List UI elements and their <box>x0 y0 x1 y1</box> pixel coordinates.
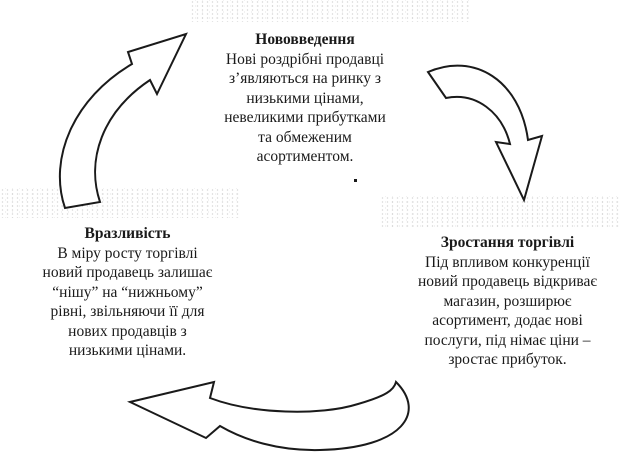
node-innovation-title: Нововведення <box>255 31 355 48</box>
node-trade-growth-title: Зростання торгівлі <box>440 234 575 251</box>
arrow-innovation-to-growth-icon <box>428 66 542 200</box>
arrow-growth-to-vulnerability-icon <box>130 382 409 450</box>
arrow-vulnerability-to-innovation-icon <box>60 34 186 208</box>
node-vulnerability-title: Вразливість <box>84 225 171 242</box>
node-innovation <box>205 30 405 167</box>
node-vulnerability <box>35 224 220 361</box>
node-innovation-text: Нові роздрібні продавці з’являються на ринку з низькими цінами, невеликими прибутками та обмеженим асортиментом. <box>224 50 386 165</box>
node-vulnerability-text: В міру росту торгівлі новий продавець залишає “нішу” на “нижньому” рівні, звільняючи її для нових продавців з низькими цінами. <box>42 244 213 359</box>
scan-dot <box>354 179 357 182</box>
node-trade-growth-text: Під впливом конкуренції новий продавець відкриває магазин, розширює асортимент, додає нові послуги, під німає ціни – зростає прибуток. <box>417 253 598 368</box>
node-trade-growth <box>405 233 610 370</box>
